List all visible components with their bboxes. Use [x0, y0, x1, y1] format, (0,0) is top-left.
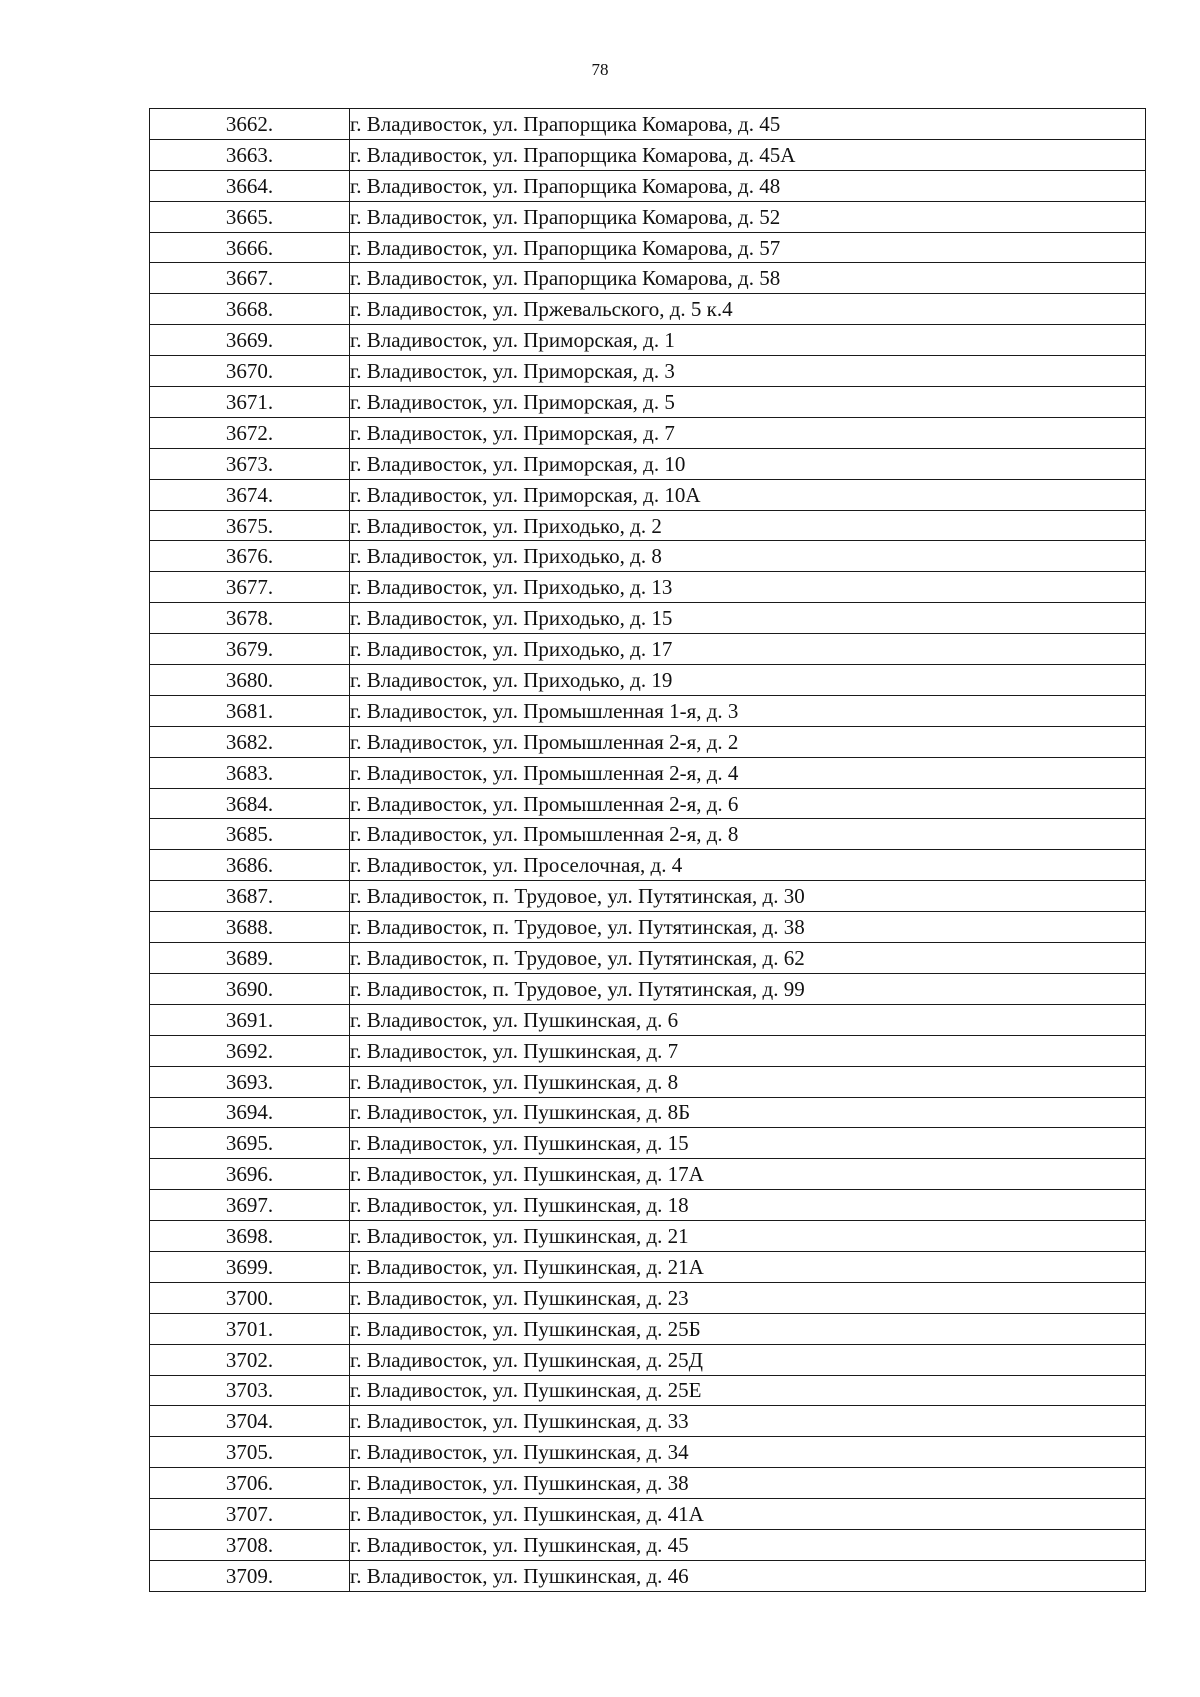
address-table [149, 108, 1146, 1592]
row-number-cell: 3708. [150, 1529, 350, 1560]
row-number-cell: 3674. [150, 479, 350, 510]
row-number-cell: 3694. [150, 1097, 350, 1128]
row-number-cell: 3696. [150, 1159, 350, 1190]
address-cell: г. Владивосток, ул. Приходько, д. 19 [350, 665, 1146, 696]
row-number-cell: 3697. [150, 1190, 350, 1221]
address-cell: г. Владивосток, ул. Пушкинская, д. 8Б [350, 1097, 1146, 1128]
address-cell: г. Владивосток, ул. Приморская, д. 3 [350, 356, 1146, 387]
row-number-cell: 3663. [150, 139, 350, 170]
row-number-cell: 3687. [150, 881, 350, 912]
row-number-cell: 3677. [150, 572, 350, 603]
address-cell: г. Владивосток, ул. Приходько, д. 2 [350, 510, 1146, 541]
row-number-cell: 3668. [150, 294, 350, 325]
table-row [150, 232, 1146, 263]
table-row [150, 109, 1146, 140]
address-cell: г. Владивосток, ул. Прапорщика Комарова, д. 57 [350, 232, 1146, 263]
table-row [150, 1282, 1146, 1313]
table-row [150, 665, 1146, 696]
row-number-cell: 3683. [150, 757, 350, 788]
table-row [150, 1159, 1146, 1190]
table-row [150, 819, 1146, 850]
row-number-cell: 3706. [150, 1468, 350, 1499]
address-cell: г. Владивосток, ул. Пушкинская, д. 25Д [350, 1344, 1146, 1375]
row-number-cell: 3705. [150, 1437, 350, 1468]
row-number-cell: 3670. [150, 356, 350, 387]
address-cell: г. Владивосток, ул. Пушкинская, д. 46 [350, 1560, 1146, 1591]
address-cell: г. Владивосток, ул. Приходько, д. 8 [350, 541, 1146, 572]
row-number-cell: 3685. [150, 819, 350, 850]
table-row [150, 1251, 1146, 1282]
table-row [150, 1313, 1146, 1344]
row-number-cell: 3700. [150, 1282, 350, 1313]
address-cell: г. Владивосток, ул. Приходько, д. 13 [350, 572, 1146, 603]
table-row [150, 1097, 1146, 1128]
table-row [150, 1529, 1146, 1560]
address-cell: г. Владивосток, п. Трудовое, ул. Путятинская, д. 38 [350, 912, 1146, 943]
address-cell: г. Владивосток, ул. Приходько, д. 17 [350, 634, 1146, 665]
row-number-cell: 3688. [150, 912, 350, 943]
table-row [150, 572, 1146, 603]
address-cell: г. Владивосток, ул. Приморская, д. 10А [350, 479, 1146, 510]
row-number-cell: 3682. [150, 726, 350, 757]
row-number-cell: 3665. [150, 201, 350, 232]
address-cell: г. Владивосток, ул. Приморская, д. 7 [350, 417, 1146, 448]
table-row [150, 139, 1146, 170]
address-cell: г. Владивосток, ул. Пушкинская, д. 25Е [350, 1375, 1146, 1406]
table-row [150, 417, 1146, 448]
table-row [150, 603, 1146, 634]
table-row [150, 1468, 1146, 1499]
row-number-cell: 3669. [150, 325, 350, 356]
table-row [150, 943, 1146, 974]
row-number-cell: 3676. [150, 541, 350, 572]
address-cell: г. Владивосток, ул. Прапорщика Комарова, д. 52 [350, 201, 1146, 232]
address-cell: г. Владивосток, ул. Промышленная 2-я, д. 6 [350, 788, 1146, 819]
table-row [150, 1375, 1146, 1406]
table-row [150, 510, 1146, 541]
table-row [150, 695, 1146, 726]
table-row [150, 541, 1146, 572]
address-cell: г. Владивосток, ул. Промышленная 2-я, д. 4 [350, 757, 1146, 788]
address-cell: г. Владивосток, ул. Пушкинская, д. 23 [350, 1282, 1146, 1313]
table-row [150, 973, 1146, 1004]
table-row [150, 788, 1146, 819]
table-row [150, 1128, 1146, 1159]
row-number-cell: 3675. [150, 510, 350, 541]
table-row [150, 634, 1146, 665]
row-number-cell: 3671. [150, 387, 350, 418]
table-row [150, 881, 1146, 912]
table-row [150, 325, 1146, 356]
row-number-cell: 3662. [150, 109, 350, 140]
table-row [150, 1004, 1146, 1035]
table-row [150, 263, 1146, 294]
address-cell: г. Владивосток, ул. Промышленная 1-я, д. 3 [350, 695, 1146, 726]
address-cell: г. Владивосток, ул. Пушкинская, д. 21 [350, 1221, 1146, 1252]
table-row [150, 294, 1146, 325]
address-cell: г. Владивосток, ул. Прапорщика Комарова, д. 58 [350, 263, 1146, 294]
address-cell: г. Владивосток, ул. Промышленная 2-я, д. 2 [350, 726, 1146, 757]
row-number-cell: 3679. [150, 634, 350, 665]
table-row [150, 850, 1146, 881]
address-cell: г. Владивосток, ул. Пушкинская, д. 15 [350, 1128, 1146, 1159]
table-row [150, 201, 1146, 232]
table-row [150, 1190, 1146, 1221]
table-row [150, 757, 1146, 788]
row-number-cell: 3664. [150, 170, 350, 201]
address-cell: г. Владивосток, ул. Пушкинская, д. 18 [350, 1190, 1146, 1221]
address-table-body [150, 109, 1146, 1592]
address-cell: г. Владивосток, ул. Приходько, д. 15 [350, 603, 1146, 634]
row-number-cell: 3703. [150, 1375, 350, 1406]
row-number-cell: 3702. [150, 1344, 350, 1375]
row-number-cell: 3678. [150, 603, 350, 634]
row-number-cell: 3698. [150, 1221, 350, 1252]
address-cell: г. Владивосток, ул. Пушкинская, д. 33 [350, 1406, 1146, 1437]
address-cell: г. Владивосток, ул. Пушкинская, д. 21А [350, 1251, 1146, 1282]
address-cell: г. Владивосток, п. Трудовое, ул. Путятинская, д. 30 [350, 881, 1146, 912]
row-number-cell: 3704. [150, 1406, 350, 1437]
address-cell: г. Владивосток, ул. Пушкинская, д. 45 [350, 1529, 1146, 1560]
page-number: 78 [591, 60, 609, 79]
row-number-cell: 3692. [150, 1035, 350, 1066]
table-row [150, 726, 1146, 757]
table-row [150, 1437, 1146, 1468]
address-cell: г. Владивосток, ул. Пушкинская, д. 8 [350, 1066, 1146, 1097]
address-cell: г. Владивосток, ул. Прапорщика Комарова, д. 45 [350, 109, 1146, 140]
address-cell: г. Владивосток, ул. Приморская, д. 10 [350, 448, 1146, 479]
table-row [150, 387, 1146, 418]
row-number-cell: 3684. [150, 788, 350, 819]
table-row [150, 1499, 1146, 1530]
address-cell: г. Владивосток, ул. Приморская, д. 1 [350, 325, 1146, 356]
row-number-cell: 3680. [150, 665, 350, 696]
table-row [150, 1066, 1146, 1097]
row-number-cell: 3666. [150, 232, 350, 263]
address-cell: г. Владивосток, ул. Пржевальского, д. 5 к.4 [350, 294, 1146, 325]
row-number-cell: 3667. [150, 263, 350, 294]
row-number-cell: 3699. [150, 1251, 350, 1282]
row-number-cell: 3709. [150, 1560, 350, 1591]
row-number-cell: 3707. [150, 1499, 350, 1530]
row-number-cell: 3701. [150, 1313, 350, 1344]
row-number-cell: 3693. [150, 1066, 350, 1097]
table-row [150, 170, 1146, 201]
table-row [150, 1344, 1146, 1375]
address-cell: г. Владивосток, п. Трудовое, ул. Путятинская, д. 62 [350, 943, 1146, 974]
row-number-cell: 3691. [150, 1004, 350, 1035]
row-number-cell: 3690. [150, 973, 350, 1004]
address-cell: г. Владивосток, п. Трудовое, ул. Путятинская, д. 99 [350, 973, 1146, 1004]
row-number-cell: 3695. [150, 1128, 350, 1159]
table-row [150, 356, 1146, 387]
table-row [150, 1221, 1146, 1252]
row-number-cell: 3672. [150, 417, 350, 448]
address-cell: г. Владивосток, ул. Пушкинская, д. 17А [350, 1159, 1146, 1190]
address-cell: г. Владивосток, ул. Проселочная, д. 4 [350, 850, 1146, 881]
table-row [150, 912, 1146, 943]
table-row [150, 1560, 1146, 1591]
address-cell: г. Владивосток, ул. Прапорщика Комарова, д. 45А [350, 139, 1146, 170]
address-cell: г. Владивосток, ул. Приморская, д. 5 [350, 387, 1146, 418]
table-row [150, 1406, 1146, 1437]
address-cell: г. Владивосток, ул. Пушкинская, д. 25Б [350, 1313, 1146, 1344]
address-cell: г. Владивосток, ул. Промышленная 2-я, д. 8 [350, 819, 1146, 850]
row-number-cell: 3681. [150, 695, 350, 726]
table-row [150, 479, 1146, 510]
table-row [150, 448, 1146, 479]
address-cell: г. Владивосток, ул. Прапорщика Комарова, д. 48 [350, 170, 1146, 201]
row-number-cell: 3689. [150, 943, 350, 974]
address-cell: г. Владивосток, ул. Пушкинская, д. 38 [350, 1468, 1146, 1499]
row-number-cell: 3673. [150, 448, 350, 479]
address-cell: г. Владивосток, ул. Пушкинская, д. 34 [350, 1437, 1146, 1468]
address-cell: г. Владивосток, ул. Пушкинская, д. 6 [350, 1004, 1146, 1035]
row-number-cell: 3686. [150, 850, 350, 881]
address-cell: г. Владивосток, ул. Пушкинская, д. 7 [350, 1035, 1146, 1066]
address-cell: г. Владивосток, ул. Пушкинская, д. 41А [350, 1499, 1146, 1530]
table-row [150, 1035, 1146, 1066]
